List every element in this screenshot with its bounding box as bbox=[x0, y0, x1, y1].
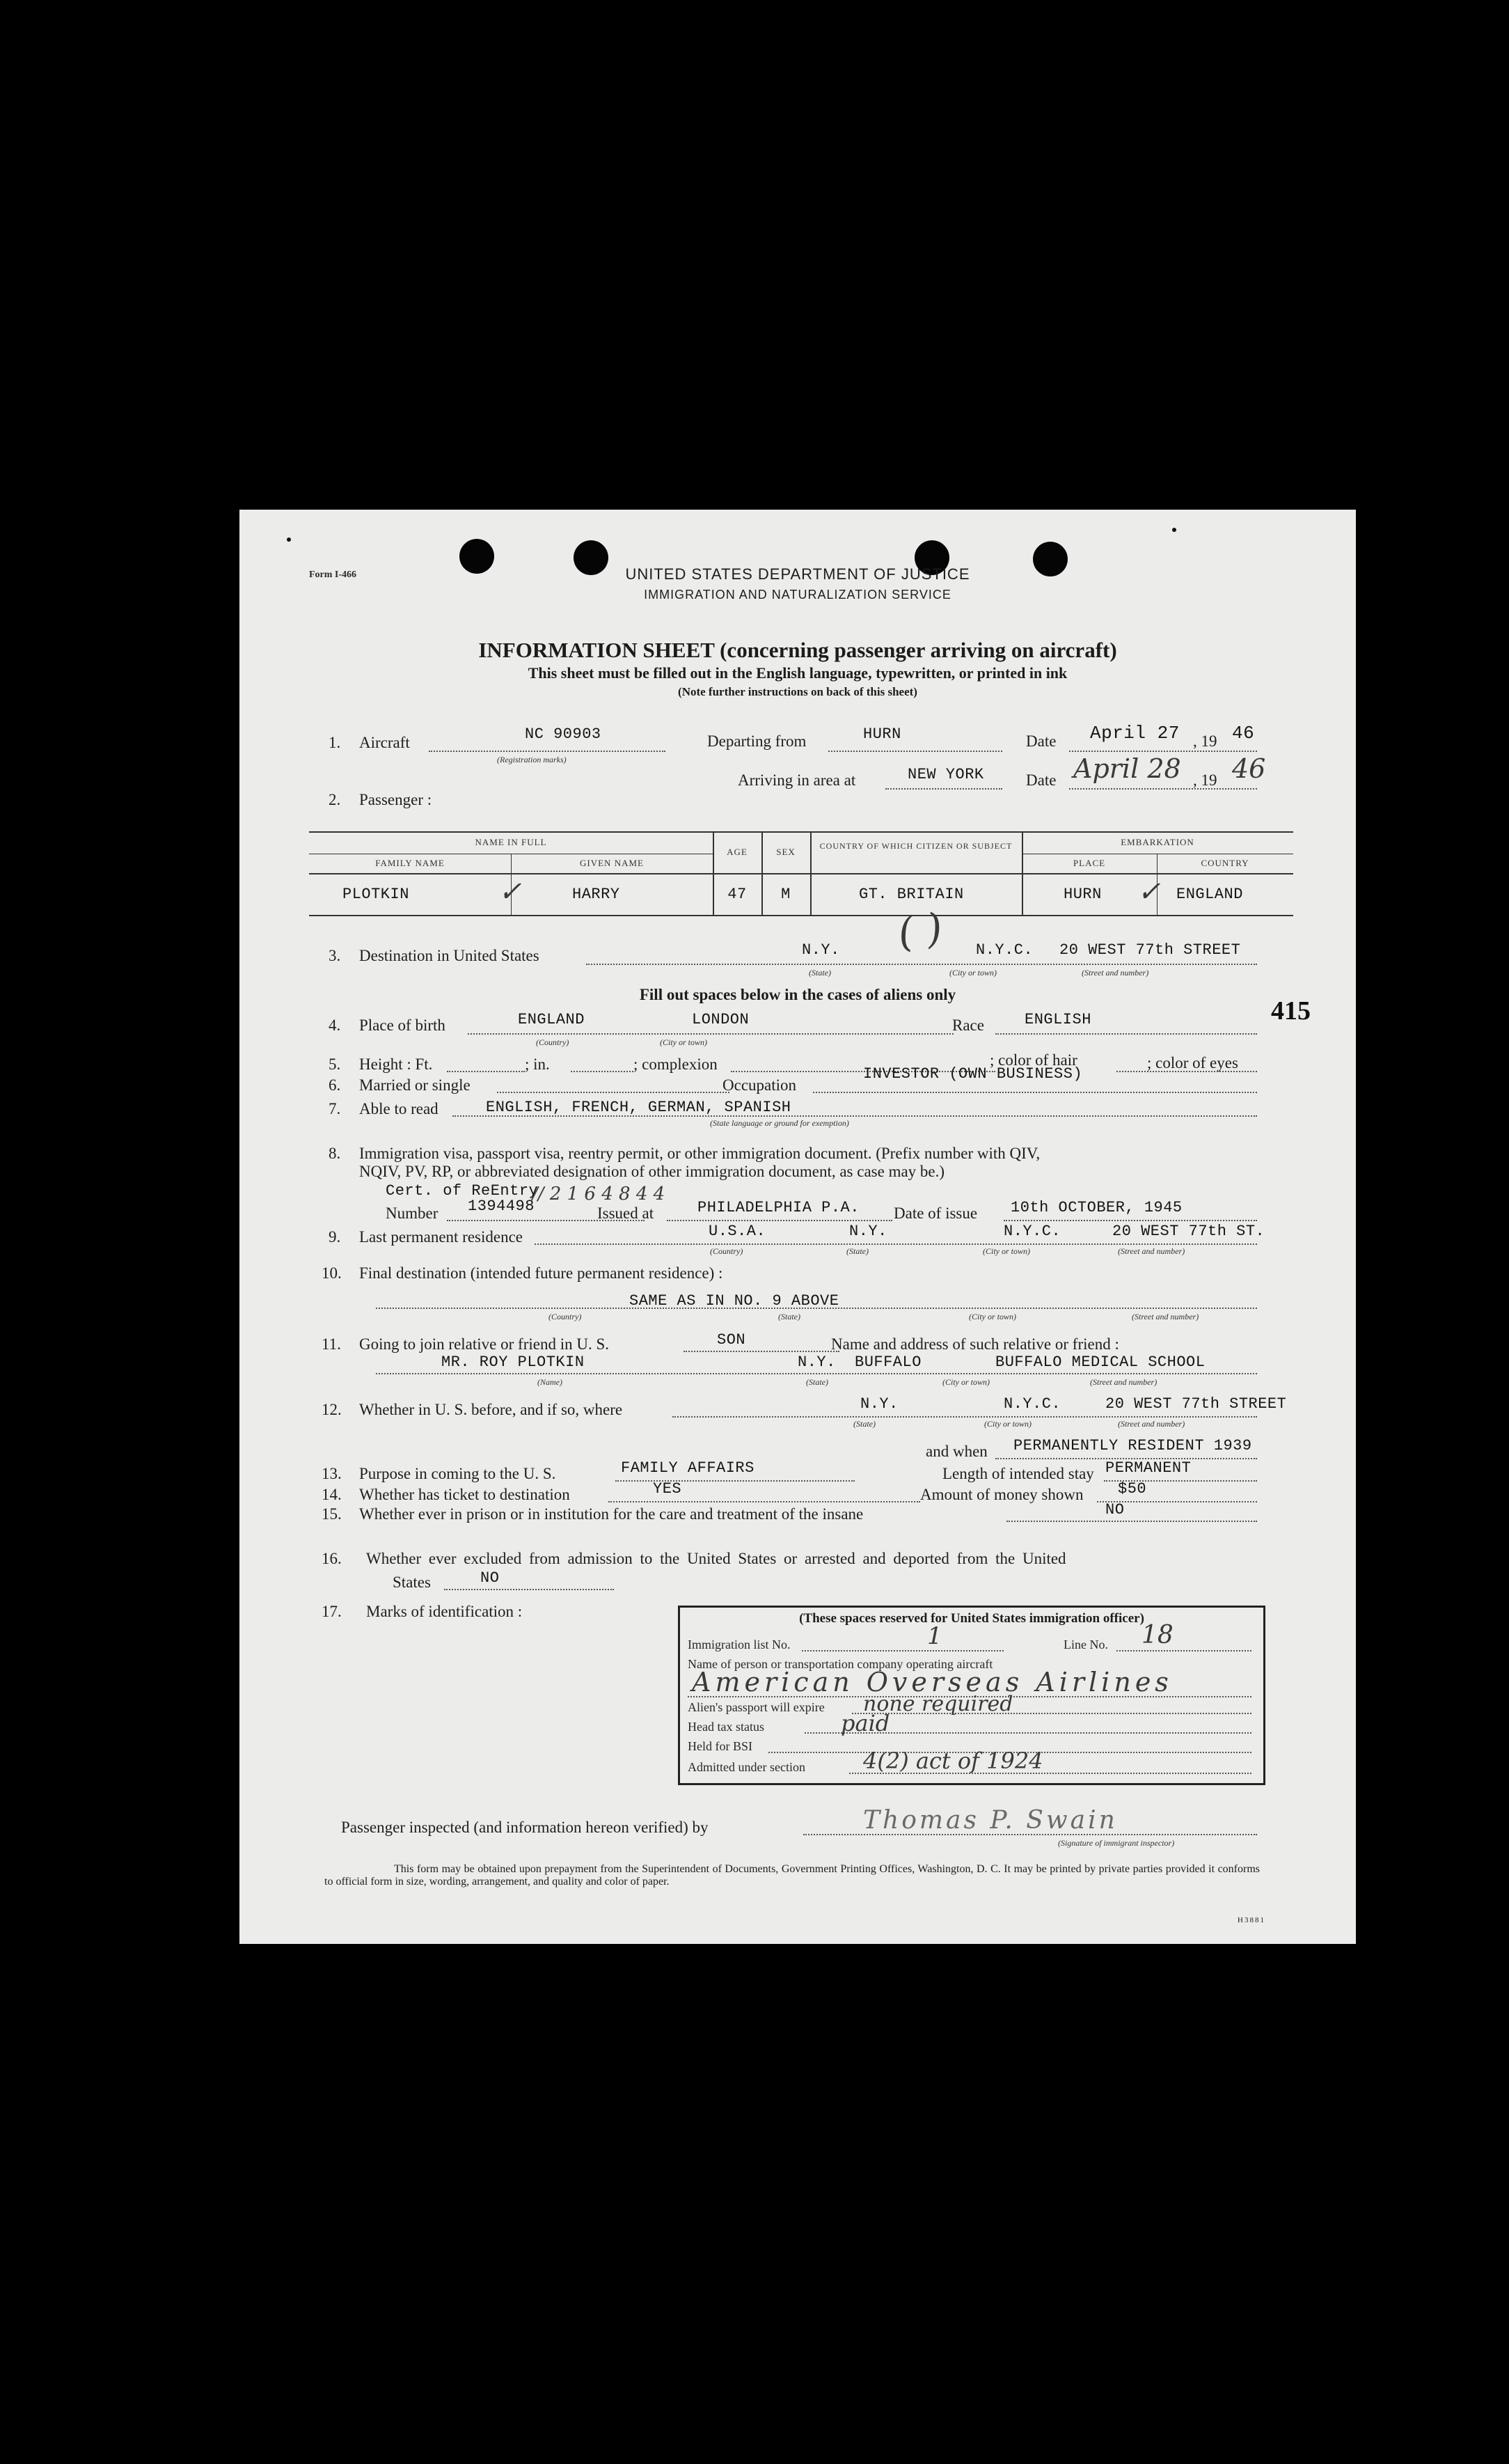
issued-at-label: Issued at bbox=[597, 1204, 654, 1222]
street-caption: (Street and number) bbox=[1090, 1377, 1158, 1387]
check-mark: ✓ bbox=[1137, 876, 1161, 908]
issued-at-value: PHILADELPHIA P.A. bbox=[697, 1199, 860, 1216]
age-header: AGE bbox=[727, 847, 748, 857]
name-in-full-header: NAME IN FULL bbox=[475, 837, 547, 847]
form-number: Form I-466 bbox=[309, 570, 357, 580]
ticket-value: YES bbox=[653, 1480, 682, 1498]
citizen-header: COUNTRY OF WHICH CITIZEN OR SUBJECT bbox=[819, 841, 1013, 851]
item-number: 15. bbox=[322, 1505, 342, 1523]
city-caption: (City or town) bbox=[942, 1377, 990, 1387]
inspector-signature: Thomas P. Swain bbox=[863, 1806, 1118, 1835]
city-caption: (City or town) bbox=[969, 1312, 1016, 1321]
passport-expire-value: none required bbox=[863, 1692, 1013, 1716]
item-number: 3. bbox=[329, 947, 341, 964]
name-caption: (Name) bbox=[537, 1377, 562, 1387]
item-number: 10. bbox=[322, 1264, 342, 1282]
street-caption: (Street and number) bbox=[1132, 1312, 1199, 1321]
hair-label: ; color of hair bbox=[990, 1051, 1077, 1069]
departing-year-prefix: , 19 bbox=[1193, 732, 1217, 750]
purpose-label: Purpose in coming to the U. S. bbox=[359, 1465, 556, 1482]
reg-marks-caption: (Registration marks) bbox=[497, 755, 567, 764]
inches-label: ; in. bbox=[525, 1056, 550, 1073]
signature-caption: (Signature of immigrant inspector) bbox=[1058, 1838, 1175, 1848]
destination-street: 20 WEST 77th STREET bbox=[1059, 941, 1241, 959]
final-dest-value: SAME AS IN NO. 9 ABOVE bbox=[629, 1292, 839, 1310]
married-label: Married or single bbox=[359, 1076, 471, 1094]
length-stay-value: PERMANENT bbox=[1105, 1459, 1192, 1477]
handwritten-annotation: // 2 1 6 4 8 4 4 bbox=[532, 1184, 665, 1204]
state-caption: (State) bbox=[809, 968, 831, 978]
date-issue-label: Date of issue bbox=[894, 1204, 978, 1222]
city-caption: (City or town) bbox=[984, 1419, 1032, 1429]
excluded-value: NO bbox=[480, 1569, 500, 1587]
passenger-label: Passenger : bbox=[359, 791, 432, 808]
form-title: INFORMATION SHEET (concerning passenger arriving on aircraft) bbox=[478, 638, 1117, 662]
money-label: Amount of money shown bbox=[920, 1486, 1084, 1503]
footer-note: This form may be obtained upon prepayment from the Superintendent of Documents, Government Printing Offices, Washington, D. C. It may be printed by private parties provided it conforms to official form in size, wording, arrangement, and quality and color of paper. bbox=[324, 1863, 1260, 1888]
before-street: 20 WEST 77th STREET bbox=[1105, 1395, 1287, 1413]
complexion-label: ; complexion bbox=[633, 1056, 718, 1073]
relative-name: MR. ROY PLOTKIN bbox=[441, 1353, 585, 1371]
arriving-year: 46 bbox=[1232, 753, 1266, 784]
aliens-only-heading: Fill out spaces below in the cases of aliens only bbox=[639, 986, 956, 1003]
item-number: 1. bbox=[329, 734, 341, 751]
before-city: N.Y.C. bbox=[1004, 1395, 1061, 1413]
transport-label: Name of person or transportation company operating aircraft bbox=[688, 1657, 993, 1671]
given-name-header: GIVEN NAME bbox=[580, 858, 644, 868]
date-label: Date bbox=[1026, 732, 1057, 750]
marks-label: Marks of identification : bbox=[366, 1603, 523, 1620]
held-bsi-label: Held for BSI bbox=[688, 1739, 752, 1753]
state-caption: (State) bbox=[853, 1419, 876, 1429]
citizen-value: GT. BRITAIN bbox=[859, 886, 964, 903]
item-number: 8. bbox=[329, 1145, 341, 1162]
form-sheet bbox=[239, 510, 1356, 1944]
speck bbox=[1172, 528, 1176, 532]
item-number: 14. bbox=[322, 1486, 342, 1503]
speck bbox=[287, 537, 291, 542]
arriving-value: NEW YORK bbox=[908, 766, 984, 783]
age-value: 47 bbox=[727, 886, 747, 903]
state-caption: (State) bbox=[778, 1312, 800, 1321]
relative-state: N.Y. bbox=[798, 1353, 836, 1371]
residence-city: N.Y.C. bbox=[1004, 1223, 1061, 1240]
country-header: COUNTRY bbox=[1201, 858, 1249, 868]
date-label: Date bbox=[1026, 771, 1057, 789]
city-caption: (City or town) bbox=[983, 1246, 1030, 1256]
handwritten-bracket: ( ) bbox=[894, 903, 946, 957]
family-name-value: PLOTKIN bbox=[342, 886, 409, 903]
country-caption: (Country) bbox=[548, 1312, 582, 1321]
page-number: 415 bbox=[1271, 996, 1311, 1026]
prison-label: Whether ever in prison or in institution for the care and treatment of the insane bbox=[359, 1505, 864, 1523]
street-caption: (Street and number) bbox=[1082, 968, 1149, 978]
head-tax-value: paid bbox=[841, 1710, 890, 1736]
country-caption: (Country) bbox=[710, 1246, 743, 1256]
able-read-label: Able to read bbox=[359, 1100, 439, 1117]
residence-country: U.S.A. bbox=[709, 1223, 766, 1240]
purpose-value: FAMILY AFFAIRS bbox=[621, 1459, 754, 1477]
document-type: Cert. of ReEntry bbox=[386, 1182, 539, 1200]
form-instruction: This sheet must be filled out in the English language, typewritten, or printed in ink bbox=[528, 664, 1068, 682]
aircraft-label: Aircraft bbox=[359, 734, 410, 751]
immig-list-label: Immigration list No. bbox=[688, 1638, 791, 1651]
item-number: 12. bbox=[322, 1401, 342, 1418]
name-address-label: Name and address of such relative or friend : bbox=[831, 1335, 1119, 1353]
languages-value: ENGLISH, FRENCH, GERMAN, SPANISH bbox=[486, 1099, 791, 1116]
item-number: 2. bbox=[329, 791, 341, 808]
birth-city: LONDON bbox=[692, 1011, 750, 1028]
last-residence-label: Last permanent residence bbox=[359, 1228, 523, 1246]
length-stay-label: Length of intended stay bbox=[942, 1465, 1094, 1482]
check-mark: ✓ bbox=[498, 876, 522, 908]
number-label: Number bbox=[386, 1204, 439, 1222]
excluded-label-1: Whether ever excluded from admission to the United States or arrested and deported from the United bbox=[366, 1550, 1066, 1567]
excluded-label-2: States bbox=[393, 1574, 431, 1591]
street-caption: (Street and number) bbox=[1118, 1246, 1185, 1256]
sex-header: SEX bbox=[776, 847, 796, 857]
departing-label: Departing from bbox=[707, 732, 807, 750]
whether-before-label: Whether in U. S. before, and if so, where bbox=[359, 1401, 623, 1418]
relative-street: BUFFALO MEDICAL SCHOOL bbox=[995, 1353, 1206, 1371]
admitted-label: Admitted under section bbox=[688, 1760, 805, 1774]
form-note: (Note further instructions on back of this sheet) bbox=[678, 685, 917, 698]
place-birth-label: Place of birth bbox=[359, 1017, 445, 1034]
money-value: $50 bbox=[1118, 1480, 1147, 1498]
agency-name: UNITED STATES DEPARTMENT OF JUSTICE bbox=[625, 565, 970, 583]
item-number: 4. bbox=[329, 1017, 341, 1034]
visa-instruction-1: Immigration visa, passport visa, reentry permit, or other immigration document. (Prefix number with QIV, bbox=[359, 1145, 1041, 1162]
item-number: 13. bbox=[322, 1465, 342, 1482]
eyes-label: ; color of eyes bbox=[1147, 1054, 1238, 1072]
passport-expire-label: Alien's passport will expire bbox=[688, 1700, 825, 1714]
before-state: N.Y. bbox=[860, 1395, 899, 1413]
country-caption: (Country) bbox=[536, 1037, 569, 1047]
when-value: PERMANENTLY RESIDENT 1939 bbox=[1013, 1437, 1252, 1454]
place-header: PLACE bbox=[1073, 858, 1106, 868]
residence-state: N.Y. bbox=[849, 1223, 887, 1240]
visa-instruction-2: NQIV, PV, RP, or abbreviated designation of other immigration document, as case may be.) bbox=[359, 1163, 945, 1180]
state-caption: (State) bbox=[846, 1246, 869, 1256]
relative-city: BUFFALO bbox=[855, 1353, 922, 1371]
race-label: Race bbox=[952, 1017, 984, 1034]
destination-state: N.Y. bbox=[802, 941, 840, 959]
birth-country: ENGLAND bbox=[518, 1011, 585, 1028]
item-number: 16. bbox=[322, 1550, 342, 1567]
item-number: 5. bbox=[329, 1056, 341, 1073]
embark-place-value: HURN bbox=[1064, 886, 1102, 903]
state-caption: (State) bbox=[806, 1377, 828, 1387]
city-caption: (City or town) bbox=[949, 968, 997, 978]
head-tax-label: Head tax status bbox=[688, 1720, 764, 1734]
item-number: 7. bbox=[329, 1100, 341, 1117]
immig-list-value: 1 bbox=[927, 1622, 942, 1650]
departing-year: 46 bbox=[1232, 723, 1255, 744]
ticket-label: Whether has ticket to destination bbox=[359, 1486, 570, 1503]
embarkation-header: EMBARKATION bbox=[1121, 837, 1194, 847]
height-label: Height : Ft. bbox=[359, 1056, 433, 1073]
departing-value: HURN bbox=[863, 725, 901, 743]
race-value: ENGLISH bbox=[1025, 1011, 1091, 1028]
destination-city: N.Y.C. bbox=[976, 941, 1034, 959]
item-number: 6. bbox=[329, 1076, 341, 1094]
arriving-date: April 28 bbox=[1073, 753, 1181, 784]
occupation-value: INVESTOR (OWN BUSINESS) bbox=[863, 1065, 1083, 1083]
and-when-label: and when bbox=[926, 1443, 988, 1460]
street-caption: (Street and number) bbox=[1118, 1419, 1185, 1429]
final-dest-label: Final destination (intended future permanent residence) : bbox=[359, 1264, 723, 1282]
given-name-value: HARRY bbox=[572, 886, 620, 903]
admitted-value: 4(2) act of 1924 bbox=[863, 1748, 1043, 1774]
item-number: 17. bbox=[322, 1603, 342, 1620]
residence-street: 20 WEST 77th ST. bbox=[1112, 1223, 1265, 1240]
item-number: 9. bbox=[329, 1228, 341, 1246]
sex-value: M bbox=[781, 886, 791, 903]
departing-date: April 27 bbox=[1090, 723, 1180, 744]
inspected-label: Passenger inspected (and information hereon verified) by bbox=[341, 1819, 709, 1836]
embark-country-value: ENGLAND bbox=[1176, 886, 1243, 903]
document-number: 1394498 bbox=[468, 1198, 535, 1215]
occupation-label: Occupation bbox=[722, 1076, 797, 1094]
going-join-label: Going to join relative or friend in U. S. bbox=[359, 1335, 609, 1353]
arriving-year-prefix: , 19 bbox=[1193, 771, 1217, 789]
family-name-header: FAMILY NAME bbox=[375, 858, 445, 868]
arriving-label: Arriving in area at bbox=[738, 771, 856, 789]
city-caption: (City or town) bbox=[660, 1037, 707, 1047]
destination-label: Destination in United States bbox=[359, 947, 539, 964]
transport-value: American Overseas Airlines bbox=[692, 1667, 1173, 1697]
line-no-label: Line No. bbox=[1064, 1638, 1108, 1651]
date-issue-value: 10th OCTOBER, 1945 bbox=[1011, 1199, 1183, 1216]
print-code: H3881 bbox=[1238, 1916, 1265, 1924]
prison-value: NO bbox=[1105, 1501, 1125, 1519]
reserved-heading: (These spaces reserved for United States immigration officer) bbox=[799, 1611, 1144, 1626]
item-number: 11. bbox=[322, 1335, 341, 1353]
relative-value: SON bbox=[717, 1331, 746, 1349]
line-no-value: 18 bbox=[1141, 1621, 1174, 1649]
aircraft-value: NC 90903 bbox=[525, 725, 601, 743]
service-name: IMMIGRATION AND NATURALIZATION SERVICE bbox=[644, 588, 951, 602]
state-language-caption: (State language or ground for exemption) bbox=[710, 1118, 849, 1128]
